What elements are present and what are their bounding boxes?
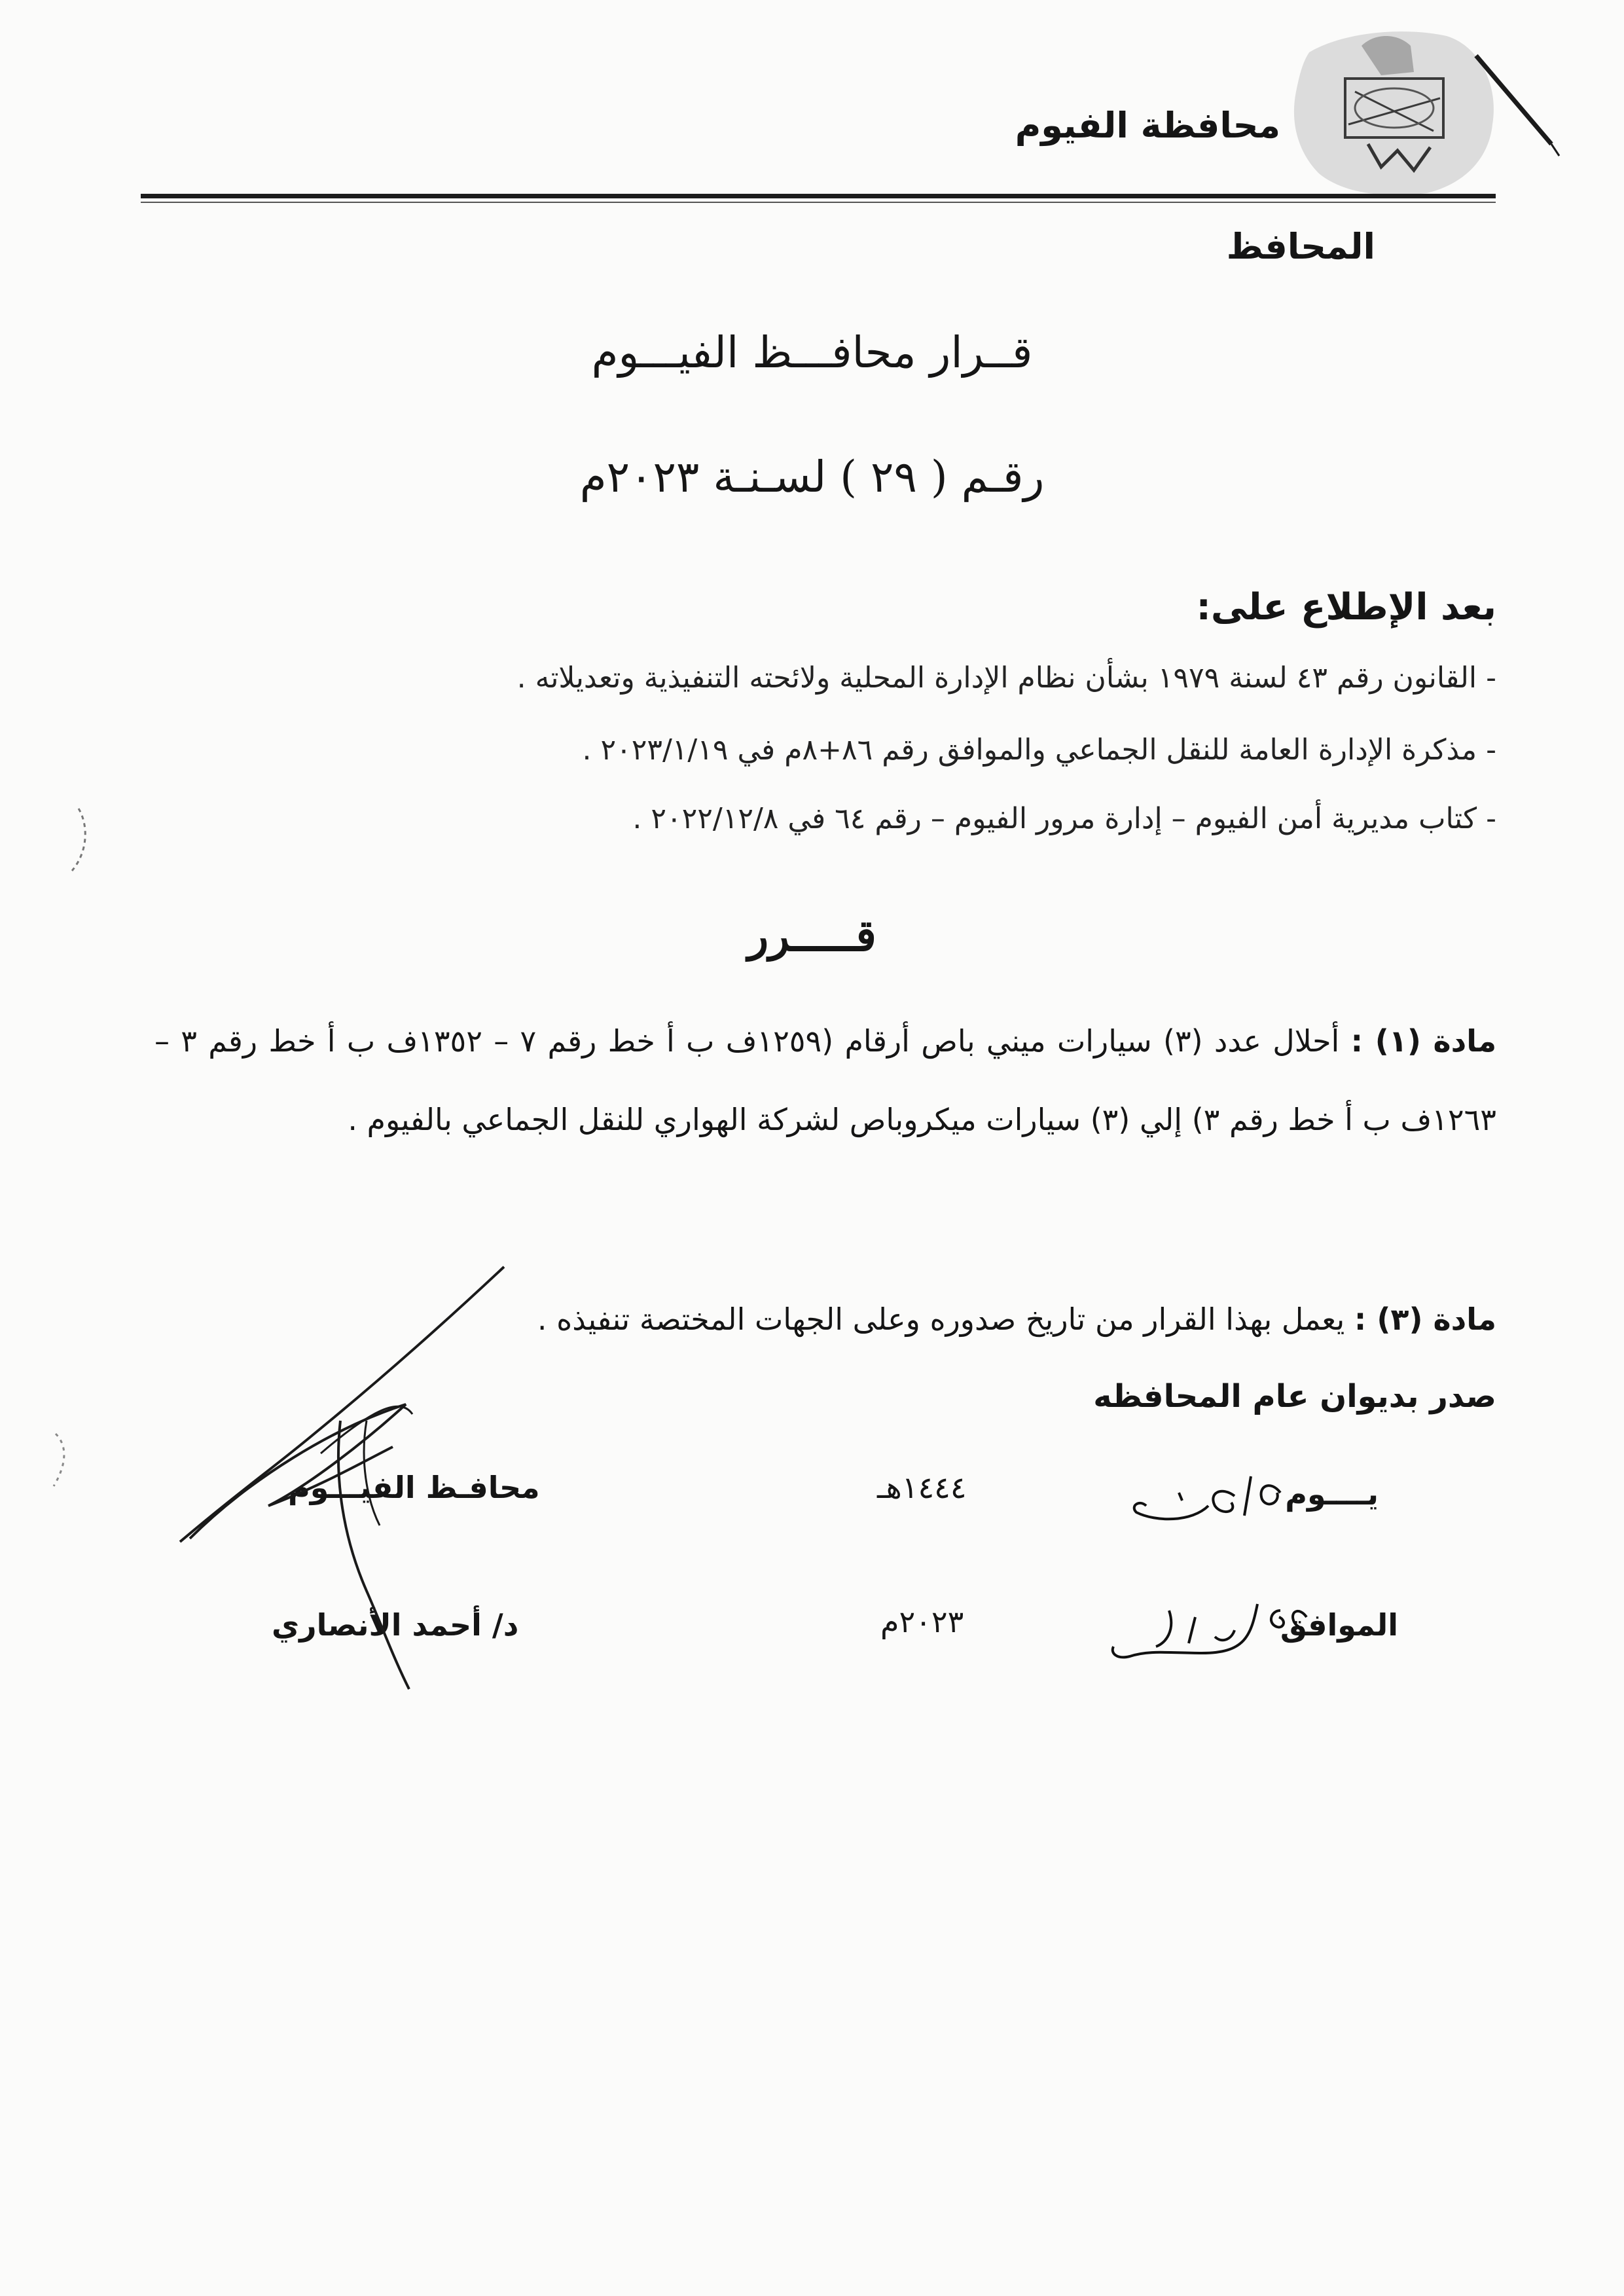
preamble-item: - مذكرة الإدارة العامة للنقل الجماعي والموافق رقم ٨٦+٨م في ٢٠٢٣/١/١٩ .	[582, 733, 1496, 767]
margin-mark	[46, 1427, 72, 1499]
signatory-title: محافـظ الفيـــوم	[288, 1470, 540, 1505]
governorate-emblem-stamp	[1283, 26, 1502, 196]
preamble-heading: بعد الإطلاع على:	[1196, 586, 1496, 629]
decision-number: رقـم ( ٢٩ ) لسـنـة ٢٠٢٣م	[579, 452, 1045, 502]
day-label: يــــوم	[1285, 1476, 1379, 1512]
handwritten-gregorian-date	[1104, 1591, 1320, 1669]
decision-title: قــرار محافـــظ الفيـــوم	[591, 327, 1033, 378]
decided-heading: قـــــرر	[748, 910, 876, 961]
margin-mark	[65, 805, 92, 877]
governorate-name: محافظة الفيوم	[1015, 105, 1280, 146]
issuer-role: المحافظ	[1226, 226, 1375, 267]
signatory-name: د/ أحمد الأنصاري	[272, 1607, 519, 1643]
article-label: مادة (١) :	[1350, 1023, 1497, 1059]
handwritten-day-date	[1117, 1467, 1293, 1529]
pen-mark	[1473, 52, 1571, 164]
header-divider	[141, 194, 1496, 198]
hijri-year: ١٤٤٤هـ	[877, 1470, 967, 1505]
corresponding-label: الموافق	[1280, 1607, 1398, 1643]
handwritten-signature	[170, 1264, 641, 1728]
issued-at: صدر بديوان عام المحافظه	[1093, 1378, 1496, 1415]
article-text: أحلال عدد (٣) سيارات ميني باص أرقام (١٢٥٩ف ب أ خط رقم ٧ – ١٣٥٢ف ب أ خط رقم ٣ – ١٢٦٣ف ب أ خط رقم ٣) إلي (٣) سيارات ميكروباص لشركة الهواري للنقل الجماعي بالفيوم .	[154, 1023, 1496, 1137]
article-1	[154, 1002, 1496, 1159]
preamble-item: - كتاب مديرية أمن الفيوم – إدارة مرور الفيوم – رقم ٦٤ في ٢٠٢٢/١٢/٨ .	[632, 802, 1496, 835]
article-label: مادة (٣) :	[1354, 1302, 1496, 1337]
header-divider-thin	[141, 202, 1496, 203]
preamble-item: - القانون رقم ٤٣ لسنة ١٩٧٩ بشأن نظام الإدارة المحلية ولائحته التنفيذية وتعديلاته .	[516, 661, 1496, 695]
article-text: يعمل بهذا القرار من تاريخ صدوره وعلى الجهات المختصة تنفيذه .	[537, 1302, 1345, 1337]
gregorian-year: ٢٠٢٣م	[880, 1604, 964, 1639]
